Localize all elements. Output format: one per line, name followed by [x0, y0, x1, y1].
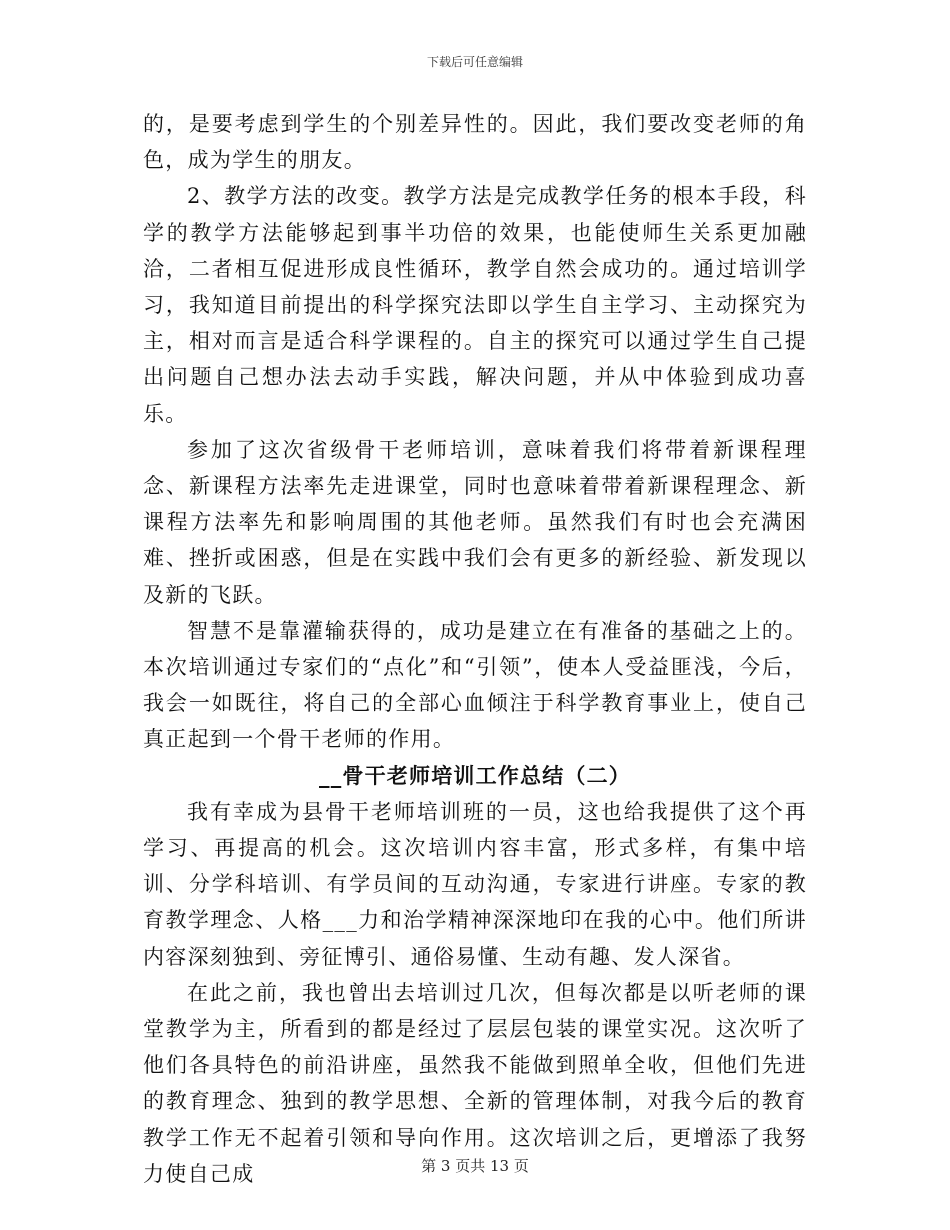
- paragraph: 的，是要考虑到学生的个别差异性的。因此，我们要改变老师的角色，成为学生的朋友。: [143, 112, 807, 173]
- paragraph: 我有幸成为县骨干老师培训班的一员，这也给我提供了这个再学习、再提高的机会。这次培训内容丰富，形式多样，有集中培训、分学科培训、有学员间的互动沟通，专家进行讲座。专家的教育教学理念、人格___力和治学精神深深地印在我的心中。他们所讲内容深刻独到、旁征博引、通俗易懂、生动有趣、发人深省。: [143, 799, 807, 969]
- header-note: 下载后可任意编辑: [426, 55, 523, 69]
- paragraph: 2、教学方法的改变。教学方法是完成教学任务的根本手段，科学的教学方法能够起到事半功倍的效果，也能使师生关系更加融洽，二者相互促进形成良性循环，教学自然会成功的。通过培训学习，我知道目前提出的科学探究法即以学生自主学习、主动探究为主，相对而言是适合科学课程的。自主的探究可以通过学生自己提出问题自己想办法去动手实践，解决问题，并从中体验到成功喜乐。: [143, 184, 807, 426]
- paragraph: 智慧不是靠灌输获得的，成功是建立在有准备的基础之上的。本次培训通过专家们的“点化”和“引领”，使本人受益匪浅，今后，我会一如既往，将自己的全部心血倾注于科学教育事业上，使自己真正起到一个骨干老师的作用。: [143, 618, 807, 752]
- section-heading: __骨干老师培训工作总结（二）: [319, 762, 631, 788]
- page-number: 第 3 页共 13 页: [421, 1157, 529, 1175]
- document-body: [143, 106, 807, 1192]
- paragraph: 在此之前，我也曾出去培训过几次，但每次都是以听老师的课堂教学为主，所看到的都是经过了层层包装的课堂实况。这次听了他们各具特色的前沿讲座，虽然我不能做到照单全收，但他们先进的教育理念、独到的教学思想、全新的管理体制，对我今后的教育教学工作无不起着引领和导向作用。这次培训之后，更增添了我努力使自己成: [143, 980, 807, 1186]
- paragraph: 参加了这次省级骨干老师培训，意味着我们将带着新课程理念、新课程方法率先走进课堂，同时也意味着带着新课程理念、新课程方法率先和影响周围的其他老师。虽然我们有时也会充满困难、挫折或困惑，但是在实践中我们会有更多的新经验、新发现以及新的飞跃。: [143, 437, 807, 607]
